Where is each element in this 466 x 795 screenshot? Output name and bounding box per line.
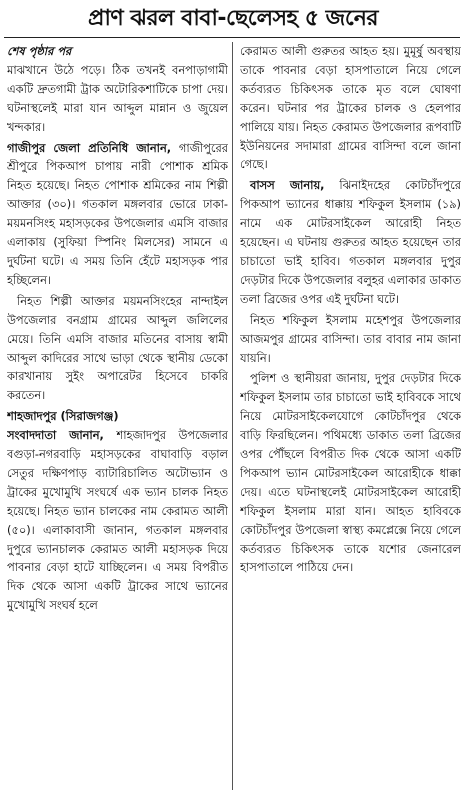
right-paragraph-4: পুলিশ ও স্থানীয়রা জানায়, দুপুর দেড়টার দিকে শফিকুল ইসলাম তার চাচাতো ভাই হাবিবকে সাথে নিয়ে মোটরসাইকেলযোগে কোটচাঁদপুর থেকে বাড়ি ফিরছিলেন। পথিমধ্যে ডাকাত তলা ব্রিজের ওপর পৌঁছলে বিপরীত দিক থেকে আসা একটি পিকআপ ভ্যান মোটরসাইকেল আরোহীকে ধাক্কা দেয়। এতে ঘটনাস্থলেই মোটরসাইকেল আরোহী শফিকুল ইসলাম মারা যান। আহত হাবিবকে কোটচাঁদপুর উপজেলা স্বাস্থ্য কমপ্লেক্সে নিয়ে গেলে কর্তব্যরত চিকিৎসক তাকে যশোর জেনারেল হাসপাতালে পাঠিয়ে দেন।: [240, 371, 461, 575]
continued-from-label: শেষ পৃষ্ঠার পর: [7, 44, 72, 58]
left-paragraph-1: মাঝখানে উঠে পড়ে। ঠিক তখনই বনপাড়াগামী একটি দ্রুতগামী ট্রাক অটোরিকশাটিকে চাপা দেয়। ঘটনাস্থলেই মারা যান আব্দুল মান্নান ও জুয়েল খন্দকার।: [7, 62, 228, 134]
dateline-gazipur: গাজীপুর জেলা প্রতিনিধি জানান,: [7, 140, 172, 155]
subhead-shahjadpur: শাহজাদপুর (সিরাজগঞ্জ): [7, 409, 119, 424]
headline: প্রাণ ঝরল বাবা-ছেলেসহ ৫ জনের: [88, 6, 378, 31]
column-divider: [232, 42, 233, 790]
left-paragraph-2: [7, 139, 228, 290]
dateline-shahjadpur: সংবাদদাতা জানান,: [7, 428, 104, 443]
right-paragraph-2-body: ঝিনাইদহের কোটচাঁদপুরে পিকআপ ভ্যানের ধাক্কায় শফিকুল ইসলাম (১৯) নামে এক মোটরসাইকেল আরোহী নিহত হয়েছেন। এ ঘটনায় গুরুতর আহত হয়েছেন তার চাচাতো ভাই হাবিব। গতকাল মঙ্গলবার দুপুর দেড়টার দিকে উপজেলার বলুহর এলাকার ডাকাত তলা ব্রিজের ওপর এই দুর্ঘটনা ঘটে।: [240, 178, 461, 306]
right-paragraph-3: নিহত শফিকুল ইসলাম মহেশপুর উপজেলার আজমপুর গ্রামের বাসিন্দা। তার বাবার নাম জানা যায়নি।: [240, 312, 461, 365]
left-column: [7, 42, 228, 792]
dateline-bss: বাসস জানায়,: [250, 178, 325, 193]
left-paragraph-3: নিহত শিল্পী আক্তার ময়মনসিংহের নান্দাইল উপজেলার বনগ্রাম গ্রামের আব্দুল জলিলের মেয়ে। তিনি এমসি বাজার মতিনের বাসায় স্বামী আব্দুল কাদিরের সাথে ভাড়া থেকে স্থানীয় ডেকো কারখানায় সুইং অপারেটর হিসেবে চাকরি করতেন।: [7, 293, 228, 403]
right-paragraph-1: কেরামত আলী গুরুতর আহত হয়। মুমূর্ষু অবস্থায় তাকে পাবনার বেড়া হাসপাতালে নিয়ে গেলে কর্তব্যরত চিকিৎসক তাকে মৃত বলে ঘোষণা করেন। ঘটনার পর ট্রাকের চালক ও হেলপার পালিয়ে যায়। নিহত কেরামত উপজেলার রূপবাটি ইউনিয়নের সদামারা গ্রামের বাসিন্দা বলে জানা গেছে।: [240, 44, 461, 172]
right-column: [240, 42, 461, 792]
left-paragraph-4: [7, 407, 228, 615]
headline-rule: [4, 37, 460, 38]
left-paragraph-4-body: শাহজাদপুর উপজেলার বগুড়া-নগরবাড়ি মহাসড়কের বাঘাবাড়ি বড়াল সেতুর দক্ষিণপাড় ব্যাটারিচালিত অটোভ্যান ও ট্রাকের মুখোমুখি সংঘর্ষে এক ভ্যান চালক নিহত হয়েছে। নিহত ভ্যান চালকের নাম কেরামত আলী (৫০)। এলাকাবাসী জানান, গতকাল মঙ্গলবার দুপুরে ভ্যানচালক কেরামত আলী মহাসড়ক দিয়ে পাবনার বেড়া হাটে যাচ্ছিলেন। এ সময় বিপরীত দিক থেকে আসা একটি ট্রাকের সাথে ভ্যানের মুখোমুখি সংঘর্ষ হলে: [7, 428, 228, 613]
left-paragraph-2-body: গাজীপুরের শ্রীপুরে পিকআপ চাপায় নারী পোশাক শ্রমিক নিহত হয়েছে। নিহত পোশাক শ্রমিকের নাম শিল্পী আক্তার (৩০)। গতকাল মঙ্গলবার ভোরে ঢাকা-ময়মনসিংহ মহাসড়কের উপজেলার এমসি বাজার এলাকায় (সুফিয়া স্পিনিং মিলসের) সামনে এ দুর্ঘটনা ঘটে। এ সময় তিনি হেঁটে মহাসড়ক পার হচ্ছিলেন।: [7, 140, 228, 287]
right-paragraph-2: [240, 176, 461, 308]
